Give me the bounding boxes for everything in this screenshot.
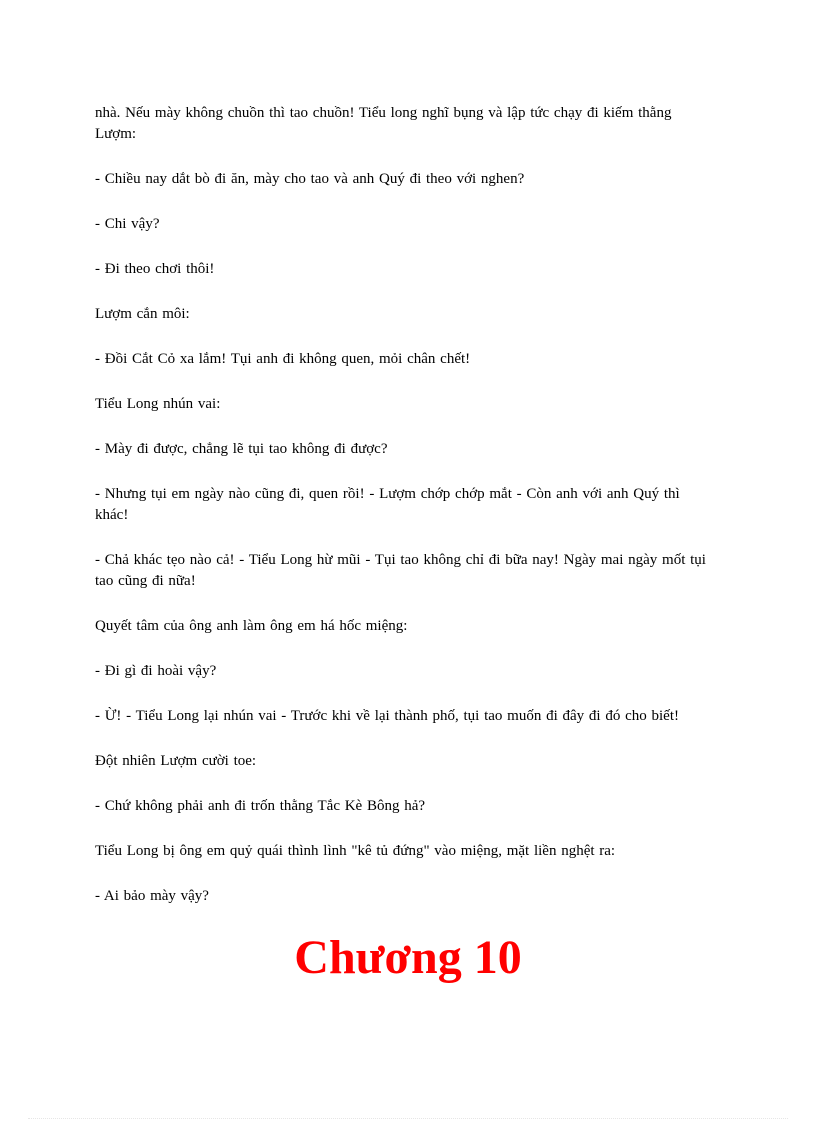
paragraph: - Ai bảo mày vậy? (95, 888, 209, 904)
paragraph: - Mày đi được, chẳng lẽ tụi tao không đi được? (95, 441, 388, 457)
paragraph: - Ừ! - Tiểu Long lại nhún vai - Trước khi về lại thành phố, tụi tao muốn đi đây đi đó cho biết! (95, 708, 679, 724)
page-bottom-divider (28, 1118, 788, 1119)
chapter-heading: Chương 10 (294, 931, 522, 984)
paragraph: - Đi gì đi hoài vậy? (95, 663, 217, 679)
paragraph: Tiểu Long bị ông em quỷ quái thình lình "kê tủ đứng" vào miệng, mặt liền nghệt ra: (95, 843, 616, 859)
paragraph: Đột nhiên Lượm cười toe: (95, 753, 257, 769)
paragraph: - Nhưng tụi em ngày nào cũng đi, quen rồi! - Lượm chớp chớp mắt - Còn anh với anh Quý thì khác! (95, 486, 680, 523)
paragraph: - Chả khác tẹo nào cả! - Tiểu Long hừ mũi - Tụi tao không chỉ đi bữa nay! Ngày mai ngày mốt tụi tao cũng đi nữa! (95, 552, 706, 589)
paragraph: Lượm cắn môi: (95, 306, 190, 322)
paragraph: - Chứ không phải anh đi trốn thằng Tắc Kè Bông hả? (95, 798, 426, 814)
paragraph: Tiểu Long nhún vai: (95, 396, 221, 412)
paragraph: - Chi vậy? (95, 216, 160, 232)
paragraph: - Đồi Cắt Cỏ xa lắm! Tụi anh đi không quen, mỏi chân chết! (95, 351, 471, 367)
paragraph: - Đi theo chơi thôi! (95, 261, 215, 277)
paragraph: nhà. Nếu mày không chuồn thì tao chuồn! Tiểu long nghĩ bụng và lập tức chạy đi kiếm thằng Lượm: (95, 105, 672, 142)
body-text (95, 103, 710, 931)
paragraph: Quyết tâm của ông anh làm ông em há hốc miệng: (95, 618, 408, 634)
paragraph: - Chiều nay dắt bò đi ăn, mày cho tao và anh Quý đi theo với nghen? (95, 171, 525, 187)
